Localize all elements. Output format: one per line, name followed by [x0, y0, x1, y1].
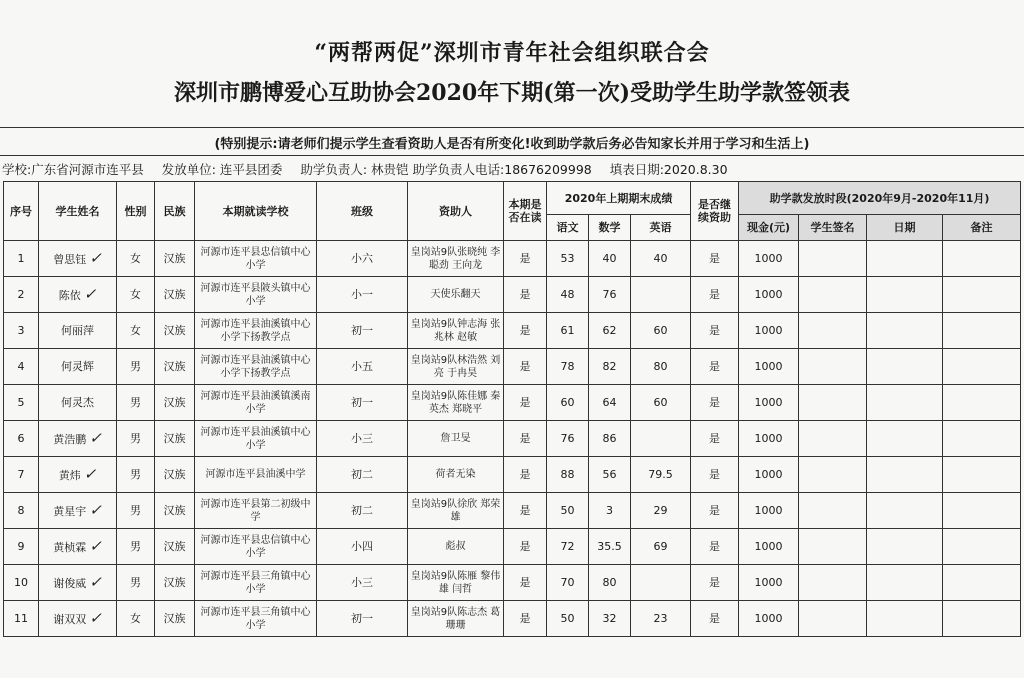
- cell-remark: [943, 493, 1021, 529]
- cell-student-name: [39, 457, 117, 493]
- student-name-text: 黄星宇: [53, 504, 87, 518]
- cell-grade: 初二: [317, 493, 408, 529]
- cell-index: 9: [4, 529, 39, 565]
- table-row: [4, 349, 1021, 385]
- cell-sponsor: 皇岗站9队陈佳娜 秦英杰 郑晓平: [408, 385, 504, 421]
- cell-score-math: 64: [589, 385, 631, 421]
- cell-score-chinese: 61: [547, 313, 589, 349]
- cell-index: 3: [4, 313, 39, 349]
- cell-continue: 是: [691, 313, 739, 349]
- cell-enrolled: 是: [504, 385, 547, 421]
- student-name-text: 黄浩鹏: [53, 432, 87, 446]
- cell-sponsor: 彪叔: [408, 529, 504, 565]
- cell-score-english: [631, 277, 691, 313]
- check-mark-icon: ✓: [89, 248, 102, 267]
- cell-ethnicity: 汉族: [155, 241, 195, 277]
- cell-gender: 男: [117, 457, 155, 493]
- cell-student-name: [39, 349, 117, 385]
- cell-signature: [799, 277, 867, 313]
- cell-ethnicity: 汉族: [155, 385, 195, 421]
- cell-score-math: 56: [589, 457, 631, 493]
- cell-signature: [799, 385, 867, 421]
- cell-date: [867, 421, 943, 457]
- table-row: [4, 565, 1021, 601]
- cell-cash: 1000: [739, 565, 799, 601]
- col-english: 英语: [631, 215, 691, 241]
- cell-score-english: [631, 421, 691, 457]
- cell-date: [867, 601, 943, 637]
- cell-score-english: 60: [631, 385, 691, 421]
- special-notice: (特别提示:请老师们提示学生查看资助人是否有所变化!收到助学款后务必告知家长并用于学习和生活上): [214, 137, 810, 152]
- cell-score-english: 60: [631, 313, 691, 349]
- cell-student-name: [39, 565, 117, 601]
- col-chinese: 语文: [547, 215, 589, 241]
- table-row: [4, 277, 1021, 313]
- cell-grade: 初二: [317, 457, 408, 493]
- cell-score-chinese: 76: [547, 421, 589, 457]
- cell-enrolled: 是: [504, 529, 547, 565]
- col-continue: 是否继续资助: [691, 182, 739, 241]
- cell-score-math: 3: [589, 493, 631, 529]
- cell-score-chinese: 78: [547, 349, 589, 385]
- cell-enrolled: 是: [504, 313, 547, 349]
- cell-score-chinese: 70: [547, 565, 589, 601]
- col-sponsor: 资助人: [408, 182, 504, 241]
- cell-date: [867, 565, 943, 601]
- cell-score-math: 82: [589, 349, 631, 385]
- cell-gender: 男: [117, 421, 155, 457]
- table-row: [4, 457, 1021, 493]
- cell-school: 河源市连平县忠信镇中心小学: [195, 241, 317, 277]
- cell-score-math: 62: [589, 313, 631, 349]
- col-remark: 备注: [943, 215, 1021, 241]
- cell-score-chinese: 48: [547, 277, 589, 313]
- cell-remark: [943, 529, 1021, 565]
- cell-index: 11: [4, 601, 39, 637]
- cell-continue: 是: [691, 385, 739, 421]
- cell-remark: [943, 241, 1021, 277]
- cell-date: [867, 493, 943, 529]
- cell-continue: 是: [691, 601, 739, 637]
- cell-school: 河源市连平县油溪镇中心小学下扬教学点: [195, 349, 317, 385]
- table-row: [4, 493, 1021, 529]
- check-mark-icon: ✓: [89, 428, 102, 447]
- cell-ethnicity: 汉族: [155, 493, 195, 529]
- table-row: [4, 421, 1021, 457]
- student-name-text: 曾思钰: [53, 252, 87, 266]
- check-mark-icon: ✓: [83, 464, 97, 483]
- cell-grade: 初一: [317, 601, 408, 637]
- cell-remark: [943, 313, 1021, 349]
- cell-signature: [799, 493, 867, 529]
- cell-ethnicity: 汉族: [155, 421, 195, 457]
- cell-ethnicity: 汉族: [155, 349, 195, 385]
- cell-score-chinese: 53: [547, 241, 589, 277]
- cell-ethnicity: 汉族: [155, 277, 195, 313]
- cell-score-chinese: 60: [547, 385, 589, 421]
- cell-score-math: 40: [589, 241, 631, 277]
- cell-cash: 1000: [739, 457, 799, 493]
- check-mark-icon: ✓: [89, 572, 102, 591]
- cell-signature: [799, 457, 867, 493]
- cell-grade: 小三: [317, 565, 408, 601]
- cell-cash: 1000: [739, 493, 799, 529]
- cell-score-math: 86: [589, 421, 631, 457]
- col-index: 序号: [4, 182, 39, 241]
- cell-remark: [943, 385, 1021, 421]
- cell-continue: 是: [691, 349, 739, 385]
- table-row: [4, 601, 1021, 637]
- student-name-text: 何灵杰: [61, 396, 94, 409]
- cell-ethnicity: 汉族: [155, 313, 195, 349]
- cell-student-name: [39, 421, 117, 457]
- cell-gender: 女: [117, 601, 155, 637]
- cell-remark: [943, 421, 1021, 457]
- cell-score-english: 40: [631, 241, 691, 277]
- cell-student-name: [39, 277, 117, 313]
- check-mark-icon: ✓: [83, 284, 97, 303]
- cell-enrolled: 是: [504, 565, 547, 601]
- cell-signature: [799, 565, 867, 601]
- cell-enrolled: 是: [504, 493, 547, 529]
- cell-student-name: [39, 313, 117, 349]
- cell-remark: [943, 565, 1021, 601]
- col-gender: 性别: [117, 182, 155, 241]
- cell-school: 河源市连平县三角镇中心小学: [195, 601, 317, 637]
- cell-enrolled: 是: [504, 277, 547, 313]
- cell-continue: 是: [691, 529, 739, 565]
- cell-sponsor: 皇岗站9队张晓纯 李聪劲 王向龙: [408, 241, 504, 277]
- col-math: 数学: [589, 215, 631, 241]
- cell-enrolled: 是: [504, 349, 547, 385]
- student-rows: [4, 241, 1021, 637]
- cell-gender: 女: [117, 241, 155, 277]
- cell-grade: 初一: [317, 385, 408, 421]
- cell-date: [867, 349, 943, 385]
- contact-field: 助学负责人: 林贵铠 助学负责人电话:18676209998: [300, 162, 592, 177]
- cell-score-english: 79.5: [631, 457, 691, 493]
- cell-date: [867, 241, 943, 277]
- cell-enrolled: 是: [504, 601, 547, 637]
- cell-index: 7: [4, 457, 39, 493]
- check-mark-icon: ✓: [89, 608, 102, 627]
- cell-signature: [799, 529, 867, 565]
- cell-grade: 小三: [317, 421, 408, 457]
- form-title-line1: “两帮两促”深圳市青年社会组织联合会: [314, 40, 710, 66]
- cell-student-name: [39, 493, 117, 529]
- cell-signature: [799, 349, 867, 385]
- cell-score-chinese: 88: [547, 457, 589, 493]
- cell-sponsor: 天使乐翻天: [408, 277, 504, 313]
- cell-cash: 1000: [739, 385, 799, 421]
- cell-sponsor: 皇岗站9队陈雁 黎伟雄 闫哲: [408, 565, 504, 601]
- cell-sponsor: 荷者无染: [408, 457, 504, 493]
- cell-score-math: 35.5: [589, 529, 631, 565]
- cell-score-chinese: 50: [547, 601, 589, 637]
- student-name-text: 何丽萍: [61, 324, 94, 337]
- cell-score-math: 76: [589, 277, 631, 313]
- cell-school: 河源市连平县油溪镇溪南小学: [195, 385, 317, 421]
- cell-school: 河源市连平县三角镇中心小学: [195, 565, 317, 601]
- cell-gender: 男: [117, 565, 155, 601]
- cell-continue: 是: [691, 277, 739, 313]
- cell-score-english: 80: [631, 349, 691, 385]
- cell-signature: [799, 601, 867, 637]
- student-name-text: 何灵辉: [61, 360, 94, 373]
- student-name-text: 陈依: [58, 288, 81, 302]
- cell-ethnicity: 汉族: [155, 457, 195, 493]
- cell-enrolled: 是: [504, 421, 547, 457]
- check-mark-icon: ✓: [89, 500, 102, 519]
- cell-continue: 是: [691, 493, 739, 529]
- cell-date: [867, 313, 943, 349]
- cell-score-math: 32: [589, 601, 631, 637]
- cell-score-chinese: 50: [547, 493, 589, 529]
- cell-signature: [799, 421, 867, 457]
- cell-remark: [943, 601, 1021, 637]
- cell-school: 河源市连平县忠信镇中心小学: [195, 529, 317, 565]
- cell-cash: 1000: [739, 421, 799, 457]
- cell-continue: 是: [691, 241, 739, 277]
- cell-score-chinese: 72: [547, 529, 589, 565]
- table-row: [4, 241, 1021, 277]
- cell-school: 河源市连平县油溪中学: [195, 457, 317, 493]
- cell-score-math: 80: [589, 565, 631, 601]
- cell-school: 河源市连平县第二初级中学: [195, 493, 317, 529]
- cell-grade: 初一: [317, 313, 408, 349]
- student-name-text: 谢双双: [53, 612, 87, 626]
- cell-ethnicity: 汉族: [155, 565, 195, 601]
- cell-sponsor: 皇岗站9队林浩然 刘亮 于冉昊: [408, 349, 504, 385]
- cell-grade: 小六: [317, 241, 408, 277]
- student-name-text: 黄桢霖: [53, 540, 87, 554]
- cell-gender: 男: [117, 529, 155, 565]
- cell-gender: 男: [117, 349, 155, 385]
- cell-sponsor: 詹卫旻: [408, 421, 504, 457]
- cell-score-english: 69: [631, 529, 691, 565]
- cell-enrolled: 是: [504, 457, 547, 493]
- col-date: 日期: [867, 215, 943, 241]
- cell-score-english: [631, 565, 691, 601]
- table-row: [4, 385, 1021, 421]
- cell-index: 2: [4, 277, 39, 313]
- cell-student-name: [39, 601, 117, 637]
- col-signature: 学生签名: [799, 215, 867, 241]
- cell-index: 5: [4, 385, 39, 421]
- cell-ethnicity: 汉族: [155, 601, 195, 637]
- col-ethnicity: 民族: [155, 182, 195, 241]
- student-table: [3, 181, 1021, 637]
- school-field: 学校:广东省河源市连平县: [2, 162, 144, 177]
- cell-sponsor: 皇岗站9队徐欣 郑荣雄: [408, 493, 504, 529]
- cell-cash: 1000: [739, 601, 799, 637]
- cell-gender: 女: [117, 277, 155, 313]
- cell-school: 河源市连平县陂头镇中心小学: [195, 277, 317, 313]
- cell-ethnicity: 汉族: [155, 529, 195, 565]
- cell-gender: 女: [117, 313, 155, 349]
- cell-index: 10: [4, 565, 39, 601]
- cell-grade: 小五: [317, 349, 408, 385]
- cell-date: [867, 457, 943, 493]
- cell-cash: 1000: [739, 529, 799, 565]
- cell-sponsor: 皇岗站9队陈志杰 葛珊珊: [408, 601, 504, 637]
- cell-grade: 小一: [317, 277, 408, 313]
- cell-grade: 小四: [317, 529, 408, 565]
- cell-continue: 是: [691, 421, 739, 457]
- cell-date: [867, 385, 943, 421]
- table-row: [4, 529, 1021, 565]
- cell-cash: 1000: [739, 349, 799, 385]
- cell-cash: 1000: [739, 313, 799, 349]
- cell-index: 4: [4, 349, 39, 385]
- cell-remark: [943, 277, 1021, 313]
- col-cash: 现金(元): [739, 215, 799, 241]
- cell-index: 8: [4, 493, 39, 529]
- cell-cash: 1000: [739, 277, 799, 313]
- col-grade: 班级: [317, 182, 408, 241]
- fill-date-field: 填表日期:2020.8.30: [609, 162, 728, 177]
- cell-date: [867, 529, 943, 565]
- col-enrolled: 本期是否在读: [504, 182, 547, 241]
- cell-enrolled: 是: [504, 241, 547, 277]
- cell-school: 河源市连平县油溪镇中心小学: [195, 421, 317, 457]
- form-title-line2: 深圳市鹏博爱心互助协会2020年下期(第一次)受助学生助学款签领表: [173, 80, 851, 106]
- form-info-line: [2, 160, 1020, 178]
- col-period-group: 助学款发放时段(2020年9月-2020年11月): [739, 182, 1021, 215]
- cell-gender: 男: [117, 493, 155, 529]
- cell-remark: [943, 349, 1021, 385]
- cell-signature: [799, 313, 867, 349]
- cell-student-name: [39, 529, 117, 565]
- col-name: 学生姓名: [39, 182, 117, 241]
- cell-school: 河源市连平县油溪镇中心小学下扬教学点: [195, 313, 317, 349]
- cell-student-name: [39, 241, 117, 277]
- cell-continue: 是: [691, 457, 739, 493]
- cell-continue: 是: [691, 565, 739, 601]
- cell-date: [867, 277, 943, 313]
- notice-bottom-rule: [0, 155, 1024, 156]
- col-scores-group: 2020年上期期末成绩: [547, 182, 691, 215]
- col-school: 本期就读学校: [195, 182, 317, 241]
- cell-score-english: 29: [631, 493, 691, 529]
- cell-index: 6: [4, 421, 39, 457]
- student-name-text: 谢俊威: [53, 576, 87, 590]
- cell-cash: 1000: [739, 241, 799, 277]
- check-mark-icon: ✓: [89, 536, 102, 555]
- cell-score-english: 23: [631, 601, 691, 637]
- cell-gender: 男: [117, 385, 155, 421]
- issuer-field: 发放单位: 连平县团委: [161, 162, 283, 177]
- cell-remark: [943, 457, 1021, 493]
- cell-sponsor: 皇岗站9队钟志海 张兆林 赵敏: [408, 313, 504, 349]
- notice-top-rule: [0, 127, 1024, 128]
- student-name-text: 黄炜: [58, 468, 81, 482]
- table-row: [4, 313, 1021, 349]
- cell-index: 1: [4, 241, 39, 277]
- cell-student-name: [39, 385, 117, 421]
- cell-signature: [799, 241, 867, 277]
